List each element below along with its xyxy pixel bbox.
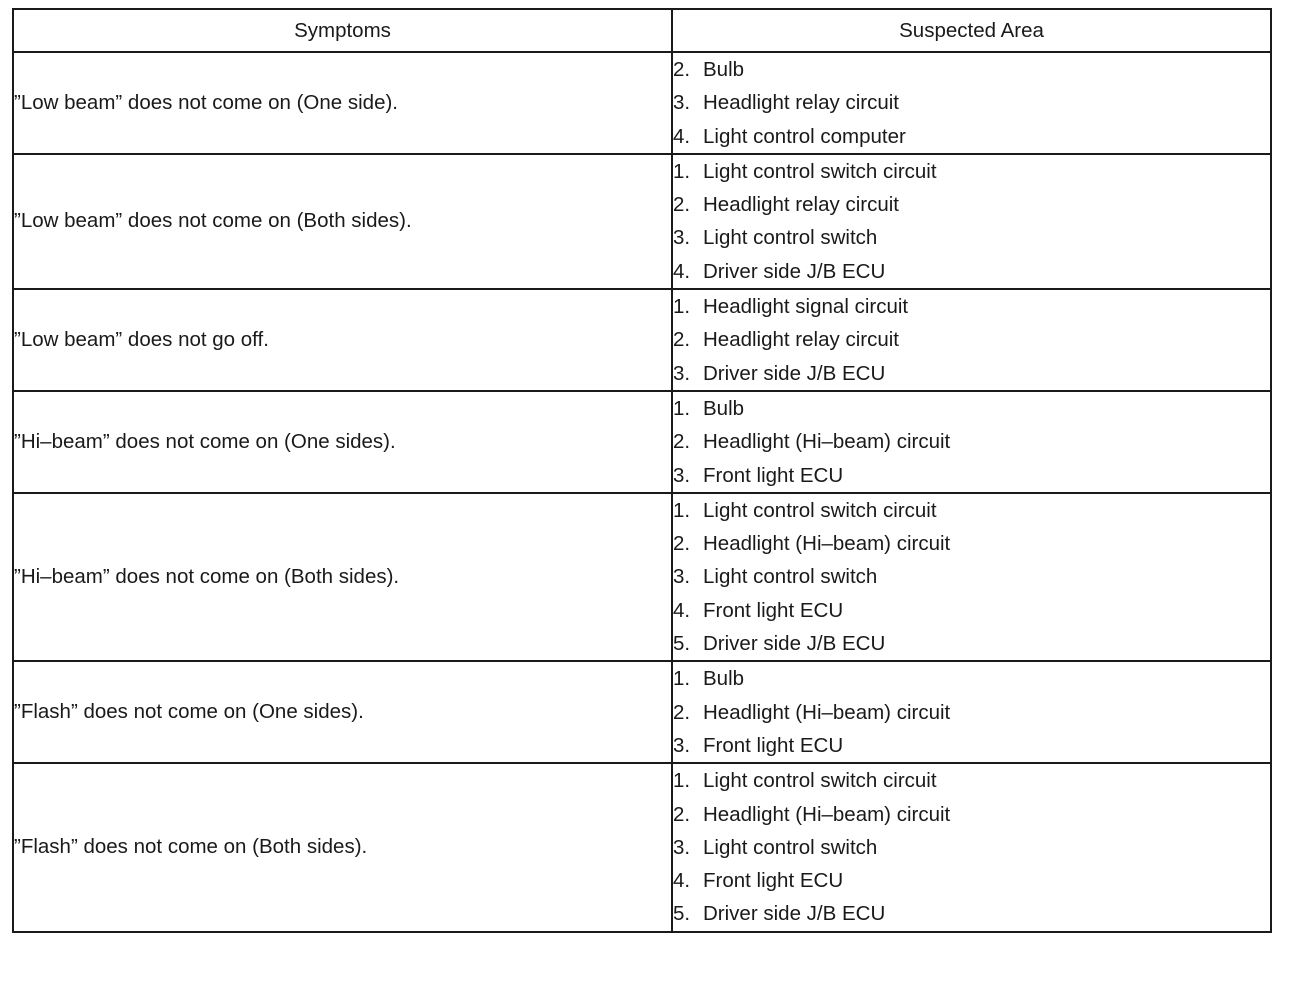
suspected-area-list [673, 662, 1270, 762]
list-item [673, 560, 1270, 593]
table-row [13, 289, 1271, 391]
table-body [13, 52, 1271, 932]
list-item-number: 3. [673, 361, 691, 385]
list-item-text: Light control switch [703, 835, 878, 859]
list-item [673, 188, 1270, 221]
list-item-number: 1. [673, 159, 691, 183]
list-item [673, 527, 1270, 560]
list-item-number: 4. [673, 259, 691, 283]
list-item [673, 729, 1270, 762]
list-item-text: Headlight relay circuit [703, 193, 899, 217]
list-item-text: Light control switch circuit [703, 769, 937, 793]
list-item-text: Light control switch circuit [703, 159, 937, 183]
list-item [673, 864, 1270, 897]
list-item [673, 290, 1270, 323]
list-item-number: 4. [673, 124, 691, 148]
symptom-cell: ”Low beam” does not come on (One side). [13, 52, 672, 154]
list-item-text: Headlight (Hi–beam) circuit [703, 430, 951, 454]
list-item-number: 3. [673, 226, 691, 250]
list-item-number: 1. [673, 295, 691, 319]
suspected-area-cell [672, 154, 1271, 289]
list-item-number: 3. [673, 463, 691, 487]
table-row [13, 391, 1271, 493]
symptom-cell: ”Low beam” does not go off. [13, 289, 672, 391]
list-item-number: 1. [673, 667, 691, 691]
list-item [673, 831, 1270, 864]
list-item-text: Headlight relay circuit [703, 328, 899, 352]
symptom-cell: ”Hi–beam” does not come on (Both sides). [13, 493, 672, 661]
list-item [673, 425, 1270, 458]
list-item [673, 459, 1270, 492]
list-item-text: Bulb [703, 667, 745, 691]
suspected-area-list [673, 290, 1270, 390]
suspected-area-list [673, 494, 1270, 660]
symptom-cell: ”Flash” does not come on (One sides). [13, 661, 672, 763]
table-row [13, 52, 1271, 154]
symptom-cell: ”Low beam” does not come on (Both sides). [13, 154, 672, 289]
symptom-cell: ”Hi–beam” does not come on (One sides). [13, 391, 672, 493]
list-item-text: Driver side J/B ECU [703, 902, 886, 926]
list-item [673, 764, 1270, 797]
list-item-text: Light control switch [703, 226, 878, 250]
table-row [13, 763, 1271, 931]
list-item-text: Bulb [703, 58, 745, 81]
list-item-number: 1. [673, 769, 691, 793]
table-row [13, 154, 1271, 289]
list-item [673, 255, 1270, 288]
list-item-number: 1. [673, 498, 691, 522]
table-row [13, 661, 1271, 763]
header-symptoms: Symptoms [13, 9, 672, 52]
list-item [673, 627, 1270, 660]
list-item-text: Front light ECU [703, 598, 844, 622]
list-item [673, 120, 1270, 153]
list-item-text: Headlight relay circuit [703, 91, 899, 115]
list-item-number: 3. [673, 565, 691, 589]
list-item [673, 323, 1270, 356]
header-suspected-area: Suspected Area [672, 9, 1271, 52]
list-item-text: Bulb [703, 396, 745, 420]
list-item-text: Headlight (Hi–beam) circuit [703, 532, 951, 556]
list-item-number: 2. [673, 700, 691, 724]
list-item-number: 5. [673, 902, 691, 926]
list-item-text: Driver side J/B ECU [703, 361, 886, 385]
suspected-area-cell [672, 52, 1271, 154]
suspected-area-cell [672, 391, 1271, 493]
list-item-text: Light control switch circuit [703, 498, 937, 522]
list-item-number: 4. [673, 869, 691, 893]
suspected-area-cell [672, 289, 1271, 391]
list-item-text: Driver side J/B ECU [703, 632, 886, 656]
list-item-number: 2. [673, 802, 691, 826]
list-item-text: Headlight signal circuit [703, 295, 909, 319]
suspected-area-list [673, 392, 1270, 492]
list-item-text: Front light ECU [703, 733, 844, 757]
list-item-text: Light control computer [703, 124, 906, 148]
list-item-number: 3. [673, 733, 691, 757]
list-item-number: 1. [673, 396, 691, 420]
list-item-number: 5. [673, 632, 691, 656]
list-item [673, 798, 1270, 831]
suspected-area-list [673, 764, 1270, 930]
list-item-number: 2. [673, 328, 691, 352]
list-item-number: 2. [673, 193, 691, 217]
header-row [13, 9, 1271, 52]
list-item-number: 3. [673, 835, 691, 859]
suspected-area-list [673, 53, 1270, 153]
list-item [673, 86, 1270, 119]
list-item-number: 3. [673, 91, 691, 115]
list-item-text: Headlight (Hi–beam) circuit [703, 802, 951, 826]
suspected-area-cell [672, 763, 1271, 931]
list-item [673, 221, 1270, 254]
list-item-text: Front light ECU [703, 463, 844, 487]
troubleshooting-table [12, 8, 1272, 933]
list-item-text: Driver side J/B ECU [703, 259, 886, 283]
list-item-text: Light control switch [703, 565, 878, 589]
suspected-area-list [673, 155, 1270, 288]
table-row [13, 493, 1271, 661]
list-item-number: 2. [673, 430, 691, 454]
list-item-number: 2. [673, 58, 691, 81]
list-item [673, 392, 1270, 425]
list-item [673, 494, 1270, 527]
list-item-number: 2. [673, 532, 691, 556]
list-item [673, 662, 1270, 695]
list-item-text: Headlight (Hi–beam) circuit [703, 700, 951, 724]
suspected-area-cell [672, 493, 1271, 661]
list-item-number: 4. [673, 598, 691, 622]
suspected-area-cell [672, 661, 1271, 763]
list-item [673, 357, 1270, 390]
list-item [673, 696, 1270, 729]
list-item [673, 897, 1270, 930]
list-item [673, 594, 1270, 627]
list-item [673, 155, 1270, 188]
list-item [673, 53, 1270, 86]
symptom-cell: ”Flash” does not come on (Both sides). [13, 763, 672, 931]
list-item-text: Front light ECU [703, 869, 844, 893]
